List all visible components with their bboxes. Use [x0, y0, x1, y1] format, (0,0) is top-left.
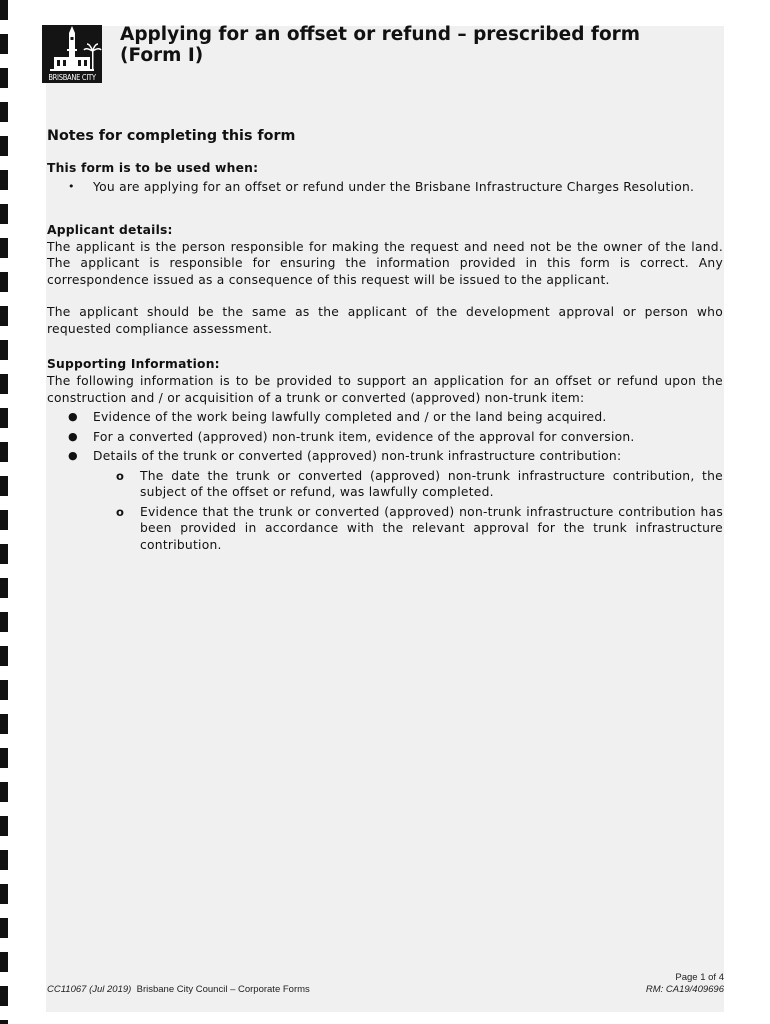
applicant-paragraph: The applicant is the person responsible for making the request and need not be the owner of the land. The applicant is responsible for ensuring the information provided in this form is correct. Any correspondence issued as a consequence of this request will be issued to the applicant.: [47, 239, 723, 287]
applicant-heading: Applicant details:: [47, 222, 173, 237]
supporting-heading: Supporting Information:: [47, 357, 220, 371]
used-when-heading: This form is to be used when:: [47, 161, 259, 175]
sub-bullet-icon: o: [116, 468, 125, 483]
bullet-icon: ●: [68, 410, 78, 423]
form-code: CC11067 (Jul 2019): [47, 984, 132, 995]
footer-right: [646, 972, 724, 996]
footer-left: [47, 984, 310, 995]
notes-heading: Notes for completing this form: [47, 128, 296, 144]
list-item: [47, 409, 723, 426]
notes-section: [47, 126, 723, 553]
footer-org: Brisbane City Council – Corporate Forms: [136, 984, 310, 995]
bullet-icon: ●: [68, 449, 78, 462]
list-item: [47, 429, 723, 446]
sub-list-item-text: Evidence that the trunk or converted (approved) non-trunk infrastructure contribution has been provided in accordance with the relevant approval for the trunk infrastructure contribution.: [140, 504, 723, 552]
list-item-text: You are applying for an offset or refund under the Brisbane Infrastructure Charges Resolution.: [93, 180, 695, 194]
record-number: RM: CA19/409696: [645, 984, 724, 995]
list-item: [47, 448, 723, 465]
sub-list-item: [47, 468, 723, 501]
applicant-paragraph: The applicant should be the same as the applicant of the development approval or person who requested compliance assessment.: [47, 305, 723, 336]
sub-bullet-icon: o: [116, 504, 125, 519]
list-item-text: For a converted (approved) non-trunk item, evidence of the approval for conversion.: [93, 429, 635, 444]
sub-list-item-text: The date the trunk or converted (approved) non-trunk infrastructure contribution, the subject of the offset or refund, was lawfully completed.: [140, 468, 723, 499]
page-title: Applying for an offset or refund – prescribed form (Form I): [120, 24, 641, 66]
brisbane-city-logo: [42, 25, 102, 83]
binding-edge: [0, 0, 8, 1024]
bullet-icon: ●: [68, 429, 78, 443]
list-item: [47, 179, 723, 196]
supporting-intro: The following information is to be provided to support an application for an offset or refund upon the construction and / or acquisition of a trunk or converted (approved) non-trunk item:: [47, 374, 723, 405]
list-item-text: Details of the trunk or converted (approved) non-trunk infrastructure contribution:: [93, 449, 622, 463]
city-hall-icon: [42, 25, 102, 75]
list-item-text: Evidence of the work being lawfully completed and / or the land being acquired.: [93, 410, 607, 424]
sub-list-item: [47, 504, 723, 554]
bullet-icon: •: [68, 180, 75, 193]
page-number: Page 1 of 4: [675, 972, 724, 983]
logo-text: BRISBANE CITY: [48, 73, 96, 82]
